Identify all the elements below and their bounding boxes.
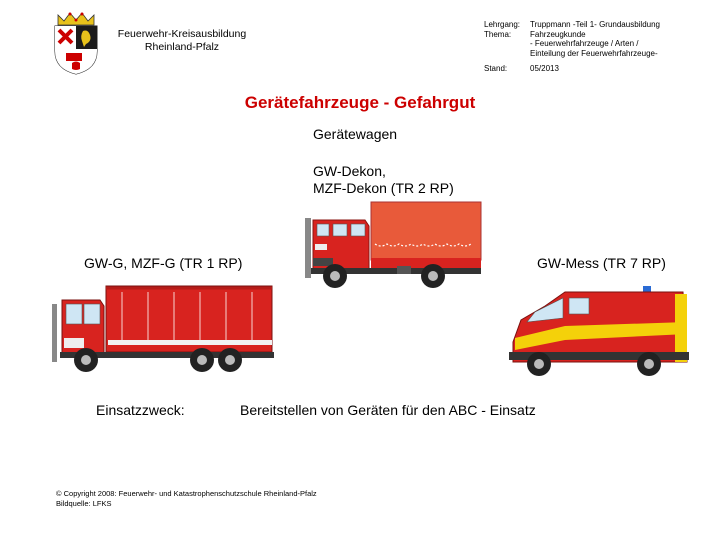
meta-value: - Feuerwehrfahrzeuge / Arten / [530,39,639,49]
meta-row [484,49,660,59]
footer [56,489,317,509]
meta-row [484,30,660,40]
gw-dekon-truck-image [305,200,485,292]
vehicle-label-left: GW-G, MZF-G (TR 1 RP) [84,255,243,271]
vehicle-label-center-line2: MZF-Dekon (TR 2 RP) [313,179,454,196]
copyright-text: © Copyright 2008: Feuerwehr- und Katastrophenschutzschule Rheinland-Pfalz [56,489,317,498]
meta-value: Fahrzeugkunde [530,29,586,39]
vehicle-label-center [313,163,454,196]
meta-value: Einteilung der Feuerwehrfahrzeuge- [530,48,658,58]
gw-mess-van-image [505,282,693,380]
meta-key: Lehrgang: [484,20,521,29]
image-source-text: Bildquelle: LFKS [56,499,112,508]
vehicle-label-right: GW-Mess (TR 7 RP) [537,255,666,271]
meta-value: 05/2013 [530,64,559,74]
meta-key [484,49,530,59]
meta-row [484,64,660,74]
vehicle-label-center-line1: GW-Dekon, [313,163,386,179]
section-subtitle: Gerätewagen [313,126,398,142]
page-title: Gerätefahrzeuge - Gefahrgut [244,93,476,112]
meta-value: Truppmann -Teil 1- Grundausbildung [530,20,660,29]
course-meta [484,20,660,74]
org-line-2: Rheinland-Pfalz [144,41,220,53]
gw-g-truck-image [52,278,280,374]
meta-row [484,20,660,30]
meta-key: Stand: [484,64,508,74]
meta-key [484,39,530,49]
organization-name [112,28,252,54]
meta-row [484,39,660,49]
org-line-1: Feuerwehr-Kreisausbildung [117,28,247,40]
purpose-text: Bereitstellen von Geräten für den ABC - Einsatz [240,402,536,418]
meta-key: Thema: [484,29,512,39]
coat-of-arms-logo [52,11,100,75]
purpose-label: Einsatzzweck: [96,402,185,418]
